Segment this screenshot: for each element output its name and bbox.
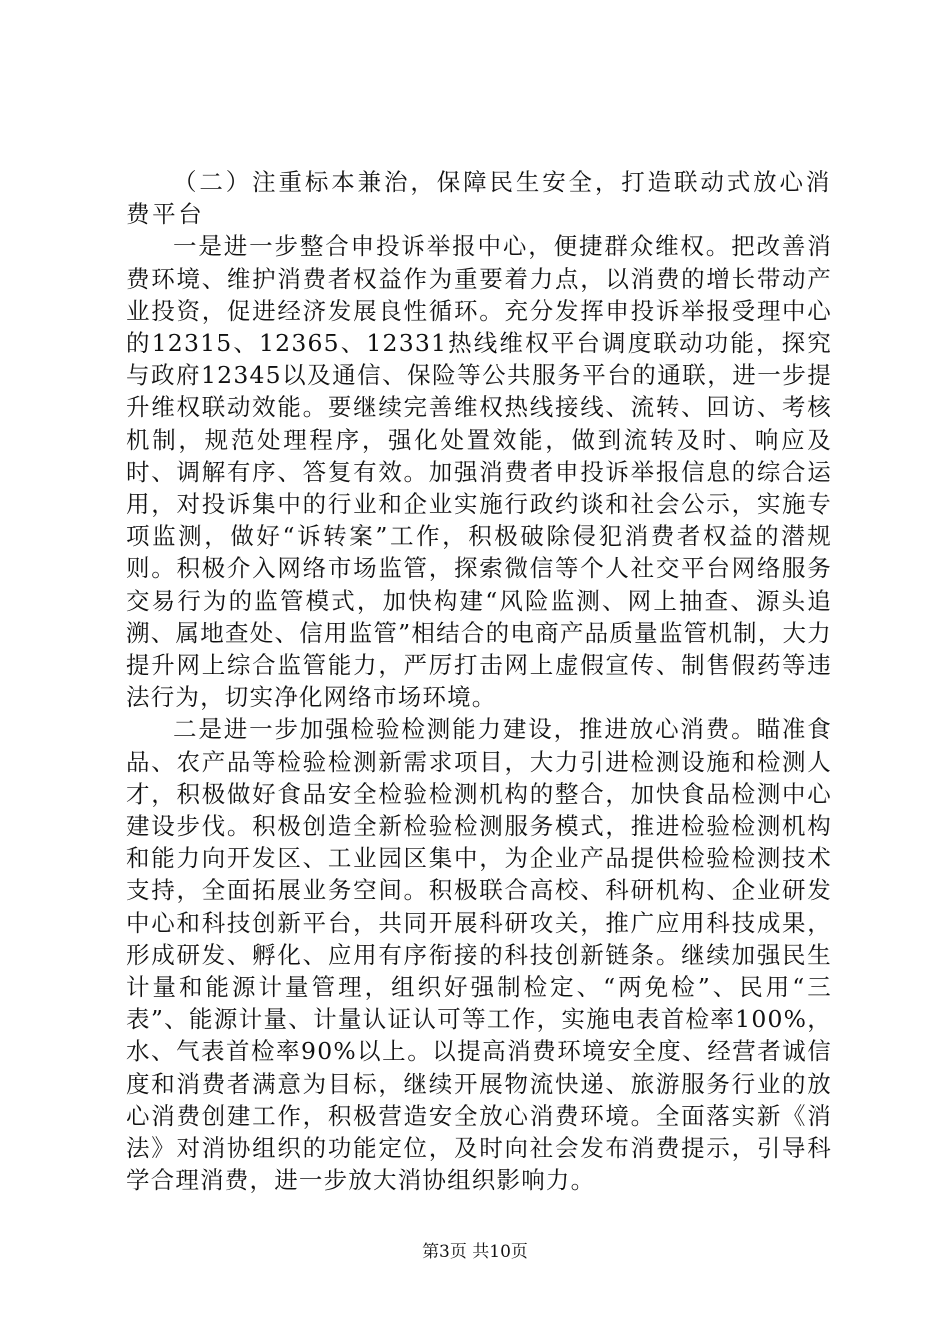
section-heading: （二）注重标本兼治，保障民生安全，打造联动式放心消费平台	[126, 168, 832, 229]
paragraph-complaint-center: 一是进一步整合申投诉举报中心，便捷群众维权。把改善消费环境、维护消费者权益作为重要着力点，以消费的增长带动产业投资，促进经济发展良性循环。充分发挥申投诉举报受理中心的12315、12365、12331热线维权平台调度联动功能，探究与政府12345以及通信、保险等公共服务平台的通联，进一步提升维权联动效能。要继续完善维权热线接线、流转、回访、考核机制，规范处理程序，强化处置效能，做到流转及时、响应及时、调解有序、答复有效。加强消费者申投诉举报信息的综合运用，对投诉集中的行业和企业实施行政约谈和社会公示，实施专项监测，做好“诉转案”工作，积极破除侵犯消费者权益的潜规则。积极介入网络市场监管，探索微信等个人社交平台网络服务交易行为的监管模式，加快构建“风险监测、网上抽查、源头追溯、属地查处、信用监管”相结合的电商产品质量监管机制，大力提升网上综合监管能力，严厉打击网上虚假宣传、制售假药等违法行为，切实净化网络市场环境。	[126, 232, 832, 712]
page-footer: 第3页 共10页	[422, 1242, 528, 1262]
paragraph-inspection-testing: 二是进一步加强检验检测能力建设，推进放心消费。瞄准食品、农产品等检验检测新需求项目，大力引进检测设施和检测人才，积极做好食品安全检验检测机构的整合，加快食品检测中心建设步伐。积极创造全新检验检测服务模式，推进检验检测机构和能力向开发区、工业园区集中，为企业产品提供检验检测技术支持，全面拓展业务空间。积极联合高校、科研机构、企业研发中心和科技创新平台，共同开展科研攻关，推广应用科技成果，形成研发、孵化、应用有序衔接的科技创新链条。继续加强民生计量和能源计量管理，组织好强制检定、“两免检”、民用“三表”、能源计量、计量认证认可等工作，实施电表首检率100%，水、气表首检率90%以上。以提高消费环境安全度、经营者诚信度和消费者满意为目标，继续开展物流快递、旅游服务行业的放心消费创建工作，积极营造安全放心消费环境。全面落实新《消法》对消协组织的功能定位，及时向社会发布消费提示，引导科学合理消费，进一步放大消协组织影响力。	[126, 715, 832, 1195]
document-body	[126, 166, 832, 1197]
